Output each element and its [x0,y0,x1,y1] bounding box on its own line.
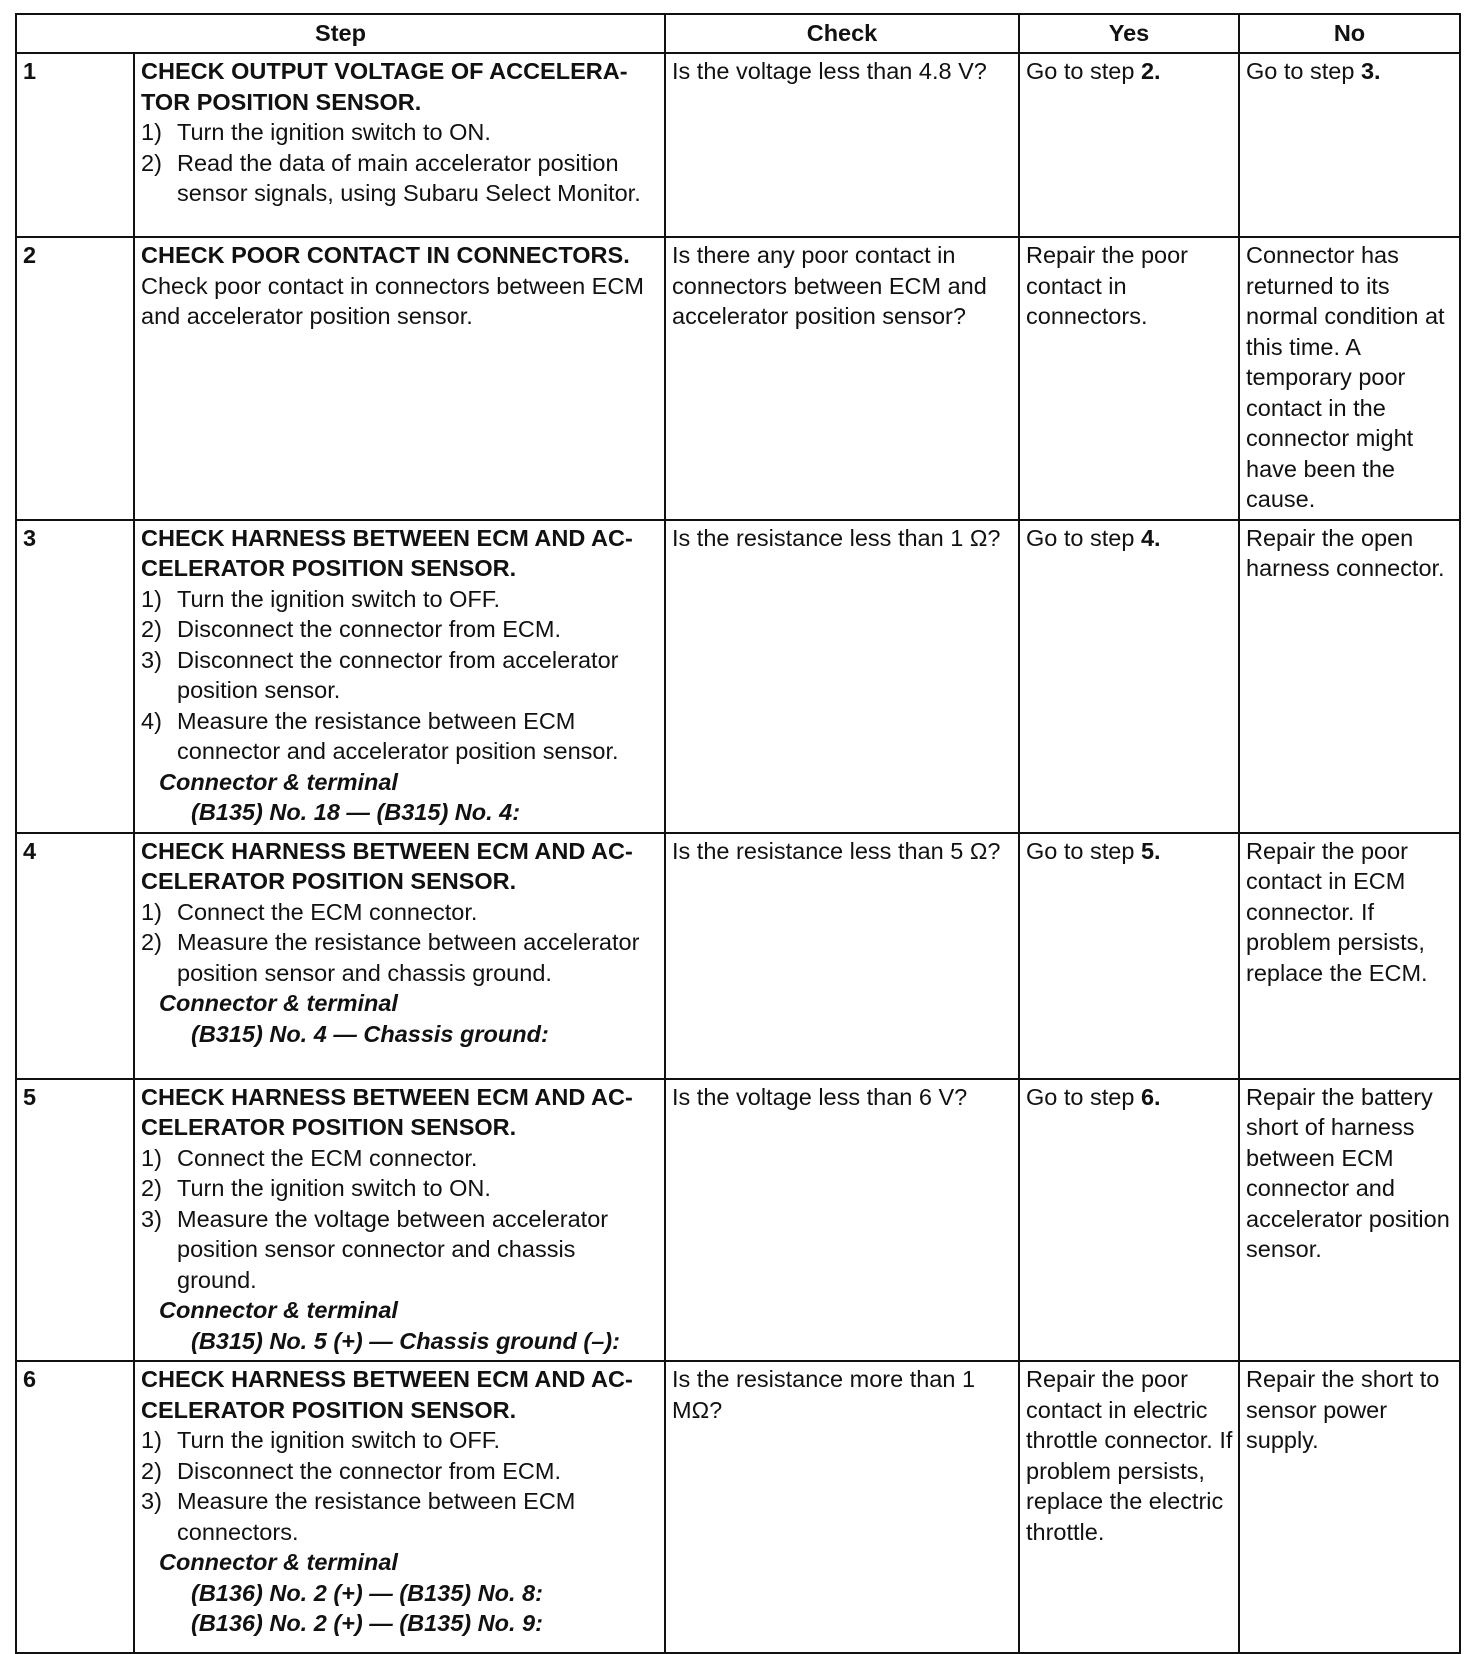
check-cell: Is the resistance more than 1 MΩ? [665,1361,1019,1653]
instruction [141,614,659,645]
diagnostic-table [15,13,1461,1654]
step-number: 6 [16,1361,134,1653]
instruction-number: 1) [141,119,162,145]
yes-text: Go to step [1026,524,1141,551]
connector-terminal: (B136) No. 2 (+) — (B135) No. 9: [191,1610,543,1636]
instruction [141,927,659,988]
step-description: Check poor contact in connectors between ECM and accelerator position sensor. [141,272,644,329]
connector-terminal-heading: Connector & terminal [159,1549,398,1575]
instruction-text: Turn the ignition switch to ON. [177,1175,491,1201]
connector-terminal-heading: Connector & terminal [159,768,398,795]
step-cell [134,520,665,833]
yes-step-ref: 6. [1140,1083,1161,1110]
yes-step-ref: 5. [1140,837,1161,864]
instruction-number: 2) [141,1457,162,1484]
instruction-text: Measure the resistance between ECM connector and accelerator position sensor. [177,707,619,764]
instruction-number: 3) [141,646,162,673]
table-row [16,520,1460,833]
instruction-text: Read the data of main accelerator position sensor signals, using Subaru Select Monitor. [177,149,641,206]
step-cell [134,833,665,1079]
header-yes: Yes [1019,14,1239,53]
instruction-number: 1) [141,585,162,612]
instruction-number: 2) [141,616,162,642]
instruction [141,148,659,209]
table-row [16,1079,1460,1362]
table-row [16,53,1460,237]
instruction-text: Turn the ignition switch to OFF. [177,1427,501,1453]
step-cell [134,1079,665,1362]
connector-terminal: (B135) No. 18 — (B315) No. 4: [191,799,521,825]
step-title: CHECK POOR CONTACT IN CONNECTORS. [141,242,630,268]
yes-text: Go to step [1026,58,1141,84]
table-row [16,833,1460,1079]
yes-cell [1019,1079,1239,1362]
instruction-text: Measure the resistance between accelerator position sensor and chassis ground. [177,929,640,986]
yes-text: Go to step [1026,1083,1141,1110]
no-cell: Repair the short to sensor power supply. [1239,1361,1460,1653]
instruction [141,1425,659,1456]
instruction-number: 4) [141,707,162,734]
step-cell [134,237,665,520]
table-row [16,237,1460,520]
instruction [141,1204,659,1296]
header-check: Check [665,14,1019,53]
yes-step-ref: 4. [1140,524,1161,551]
no-text: Go to step [1246,58,1361,84]
instruction-text: Measure the resistance between ECM connectors. [177,1488,576,1545]
instruction [141,645,659,706]
no-cell: Repair the poor contact in ECM connector. If problem persists, replace the ECM. [1239,833,1460,1079]
step-cell [134,1361,665,1653]
instruction [141,1486,659,1547]
instruction [141,584,659,615]
instruction-text: Disconnect the connector from ECM. [177,616,561,642]
no-step-ref: 3. [1360,58,1381,84]
connector-terminal: (B136) No. 2 (+) — (B135) No. 8: [191,1579,543,1606]
check-cell: Is there any poor contact in connectors between ECM and accelerator position sensor? [665,237,1019,520]
instruction-number: 1) [141,1427,162,1453]
step-title: CHECK HARNESS BETWEEN ECM AND AC-CELERATOR POSITION SENSOR. [141,1366,633,1423]
instruction-number: 3) [141,1205,162,1232]
step-title: CHECK OUTPUT VOLTAGE OF ACCELERA-TOR POSITION SENSOR. [141,58,628,115]
instruction-text: Measure the voltage between accelerator position sensor connector and chassis ground. [177,1205,609,1293]
no-cell: Repair the battery short of harness between ECM connector and accelerator position sensor. [1239,1079,1460,1362]
instruction-number: 3) [141,1488,162,1514]
connector-terminal: (B315) No. 5 (+) — Chassis ground (–): [191,1327,620,1354]
instruction-number: 2) [141,149,162,176]
header-no: No [1239,14,1460,53]
instruction [141,1456,659,1487]
yes-text: Go to step [1026,837,1141,864]
step-title: CHECK HARNESS BETWEEN ECM AND AC-CELERATOR POSITION SENSOR. [141,837,633,894]
instruction [141,1173,659,1204]
table-row [16,1361,1460,1653]
instruction-number: 1) [141,1144,162,1171]
yes-cell: Repair the poor contact in connectors. [1019,237,1239,520]
step-number: 1 [16,53,134,237]
check-cell: Is the voltage less than 4.8 V? [665,53,1019,237]
instruction-text: Disconnect the connector from ECM. [177,1457,561,1484]
yes-cell: Repair the poor contact in electric throttle connector. If problem persists, replace the electric throttle. [1019,1361,1239,1653]
no-cell: Connector has returned to its normal condition at this time. A temporary poor contact in the connector might have been the cause. [1239,237,1460,520]
step-title: CHECK HARNESS BETWEEN ECM AND AC-CELERATOR POSITION SENSOR. [141,524,633,581]
instruction-text: Turn the ignition switch to ON. [177,119,491,145]
step-number: 3 [16,520,134,833]
yes-step-ref: 2. [1140,58,1161,84]
yes-cell [1019,53,1239,237]
yes-cell [1019,833,1239,1079]
header-step: Step [16,14,665,53]
instruction-text: Connect the ECM connector. [177,898,478,925]
check-cell: Is the resistance less than 5 Ω? [665,833,1019,1079]
no-cell [1239,53,1460,237]
step-cell [134,53,665,237]
instruction [141,1143,659,1174]
yes-cell [1019,520,1239,833]
instruction [141,117,659,148]
connector-terminal: (B315) No. 4 — Chassis ground: [191,1020,549,1047]
no-cell: Repair the open harness connector. [1239,520,1460,833]
step-number: 4 [16,833,134,1079]
instruction-text: Connect the ECM connector. [177,1144,478,1171]
step-title: CHECK HARNESS BETWEEN ECM AND AC-CELERATOR POSITION SENSOR. [141,1083,633,1140]
instruction-text: Disconnect the connector from accelerator position sensor. [177,646,619,703]
instruction [141,706,659,767]
header-row [16,14,1460,53]
instruction-number: 1) [141,898,162,925]
check-cell: Is the resistance less than 1 Ω? [665,520,1019,833]
instruction-number: 2) [141,929,162,955]
instruction-number: 2) [141,1175,162,1201]
instruction-text: Turn the ignition switch to OFF. [177,585,501,612]
instruction [141,897,659,928]
check-cell: Is the voltage less than 6 V? [665,1079,1019,1362]
step-number: 2 [16,237,134,520]
connector-terminal-heading: Connector & terminal [159,990,398,1016]
step-number: 5 [16,1079,134,1362]
connector-terminal-heading: Connector & terminal [159,1297,398,1323]
